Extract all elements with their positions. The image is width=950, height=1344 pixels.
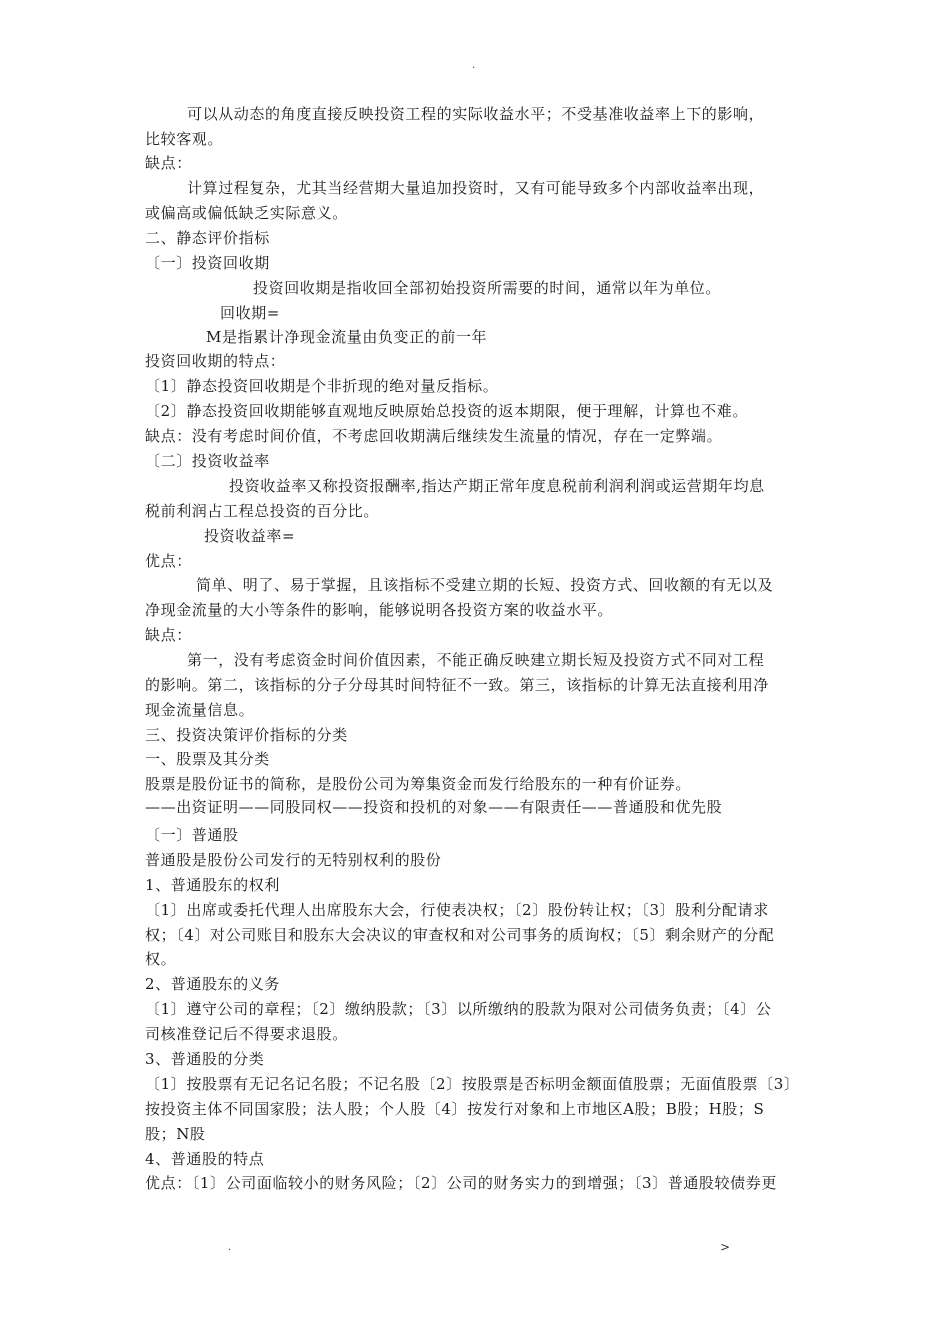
text-line: 股票是股份证书的简称，是股份公司为筹集资金而发行给股东的一种有价证券。 xyxy=(145,775,692,793)
text-line: 股；N股 xyxy=(145,1125,206,1143)
footer-arrow: > xyxy=(720,1240,731,1254)
text-line: 投资回收期是指收回全部初始投资所需要的时间，通常以年为单位。 xyxy=(253,279,722,297)
text-line: 4、普通股的特点 xyxy=(145,1150,265,1168)
text-line: 现金流量信息。 xyxy=(145,701,255,719)
text-line: 第一，没有考虑资金时间价值因素，不能正确反映建立期长短及投资方式不同对工程 xyxy=(187,651,765,669)
text-line: 投资回收期的特点： xyxy=(145,352,286,370)
subsection-heading: 〔一〕投资回收期 xyxy=(145,254,270,272)
footer-dot: . xyxy=(228,1242,232,1253)
text-line: 普通股是股份公司发行的无特别权利的股份 xyxy=(145,851,442,869)
formula-line: 投资收益率= xyxy=(204,527,296,545)
text-line: 比较客观。 xyxy=(145,130,224,148)
section-heading: 一、股票及其分类 xyxy=(145,750,270,768)
section-heading: 二、静态评价指标 xyxy=(145,229,270,247)
text-line: 优点：〔1〕公司面临较小的财务风险；〔2〕公司的财务实力的到增强；〔3〕普通股较债券更 xyxy=(145,1174,777,1192)
subsection-heading: 〔一〕普通股 xyxy=(145,826,239,844)
text-line: 〔1〕遵守公司的章程；〔2〕缴纳股款；〔3〕以所缴纳的股款为限对公司债务负责；〔4〕公 xyxy=(145,1000,772,1018)
text-line: 或偏高或偏低缺乏实际意义。 xyxy=(145,204,348,222)
text-line: 〔1〕出席或委托代理人出席股东大会，行使表决权；〔2〕股份转让权；〔3〕股利分配请求 xyxy=(145,901,769,919)
subsection-heading: 〔二〕投资收益率 xyxy=(145,452,270,470)
text-line: 优点： xyxy=(145,552,192,570)
header-dot: . xyxy=(472,60,476,71)
text-line: 〔1〕静态投资回收期是个非折现的绝对量反指标。 xyxy=(145,377,499,395)
text-line: 〔1〕按股票有无记名记名股；不记名股〔2〕按股票是否标明金额面值股票；无面值股票〔3〕 xyxy=(145,1075,800,1093)
text-line: 1、普通股东的权利 xyxy=(145,876,280,894)
text-line: 2、普通股东的义务 xyxy=(145,975,280,993)
text-line: 投资收益率又称投资报酬率,指达产期正常年度息税前利润利润或运营期年均息 xyxy=(229,477,765,495)
section-heading: 三、投资决策评价指标的分类 xyxy=(145,726,348,744)
text-line: 缺点： xyxy=(145,626,192,644)
formula-line: 回收期= xyxy=(220,304,280,322)
text-line: 权。 xyxy=(145,950,177,968)
text-line: 税前利润占工程总投资的百分比。 xyxy=(145,502,380,520)
text-line: M是指累计净现金流量由负变正的前一年 xyxy=(206,328,488,346)
text-line: 司核准登记后不得要求退股。 xyxy=(145,1025,348,1043)
text-line: 可以从动态的角度直接反映投资工程的实际收益水平；不受基准收益率上下的影响， xyxy=(187,105,765,123)
text-line: 缺点：没有考虑时间价值，不考虑回收期满后继续发生流量的情况，存在一定弊端。 xyxy=(145,427,723,445)
text-line: 的影响。第二，该指标的分子分母其时间特征不一致。第三，该指标的计算无法直接利用净 xyxy=(145,676,770,694)
text-line: ——出资证明——同股同权——投资和投机的对象——有限责任——普通股和优先股 xyxy=(145,798,723,816)
text-line: 〔2〕静态投资回收期能够直观地反映原始总投资的返本期限，便于理解，计算也不难。 xyxy=(145,402,748,420)
text-line: 3、普通股的分类 xyxy=(145,1050,265,1068)
text-line: 按投资主体不同国家股；法人股；个人股〔4〕按发行对象和上市地区A股；B股；H股；S xyxy=(145,1100,765,1118)
text-line: 净现金流量的大小等条件的影响，能够说明各投资方案的收益水平。 xyxy=(145,601,614,619)
text-line: 权；〔4〕对公司账目和股东大会决议的审查权和对公司事务的质询权；〔5〕剩余财产的分配 xyxy=(145,926,775,944)
text-line: 计算过程复杂，尤其当经营期大量追加投资时，又有可能导致多个内部收益率出现， xyxy=(187,179,765,197)
text-line: 简单、明了、易于掌握，且该指标不受建立期的长短、投资方式、回收额的有无以及 xyxy=(196,576,774,594)
text-line: 缺点： xyxy=(145,154,192,172)
